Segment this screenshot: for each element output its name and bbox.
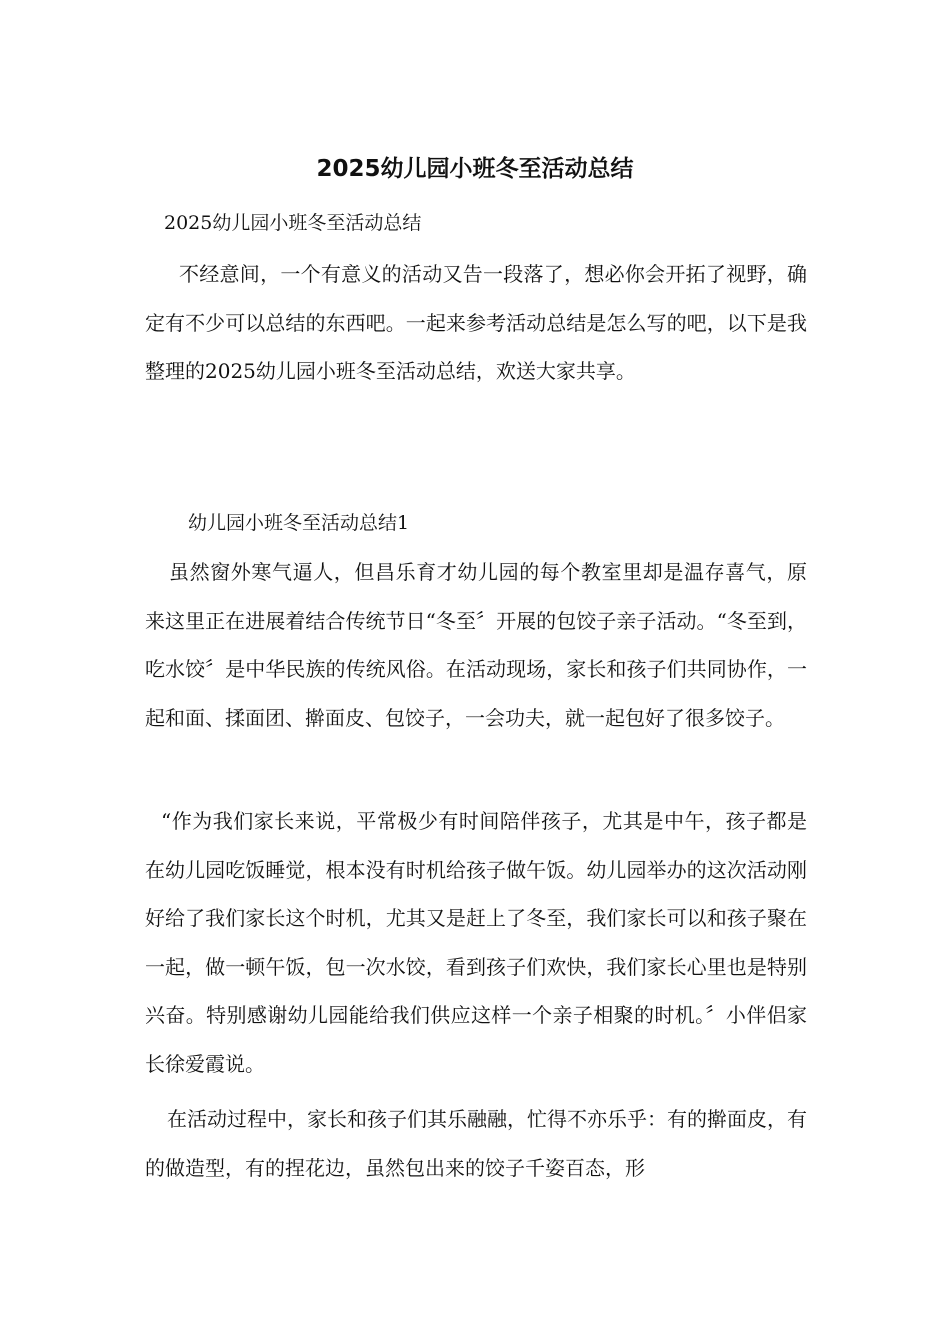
document-subtitle: 2025幼儿园小班冬至活动总结 bbox=[164, 212, 422, 234]
body-paragraph-3: 在活动过程中，家长和孩子们其乐融融，忙得不亦乐乎：有的擀面皮，有的做造型，有的捏花边，虽然包出来的饺子千姿百态，形 bbox=[145, 1107, 807, 1180]
intro-paragraph: 不经意间，一个有意义的活动又告一段落了，想必你会开拓了视野，确定有不少可以总结的东西吧。一起来参考活动总结是怎么写的吧，以下是我整理的2025幼儿园小班冬至活动总结，欢送大家共享。 bbox=[145, 262, 807, 383]
body-paragraph-1: 虽然窗外寒气逼人，但昌乐育才幼儿园的每个教室里却是温存喜气，原来这里正在进展着结合传统节日“冬至〞开展的包饺子亲子活动。“冬至到，吃水饺〞是中华民族的传统风俗。在活动现场，家长和孩子们共同协作，一起和面、揉面团、擀面皮、包饺子，一会功夫，就一起包好了很多饺子。 bbox=[145, 560, 807, 730]
body-paragraph-2: “作为我们家长来说，平常极少有时间陪伴孩子，尤其是中午，孩子都是在幼儿园吃饭睡觉，根本没有时机给孩子做午饭。幼儿园举办的这次活动刚好给了我们家长这个时机，尤其又是赶上了冬至，我们家长可以和孩子聚在一起，做一顿午饭，包一次水饺，看到孩子们欢快，我们家长心里也是特别兴奋。特别感谢幼儿园能给我们供应这样一个亲子相聚的时机。〞小伴侣家长徐爱霞说。 bbox=[145, 809, 807, 1076]
document-title: 2025幼儿园小班冬至活动总结 bbox=[316, 156, 634, 182]
section-heading: 幼儿园小班冬至活动总结1 bbox=[188, 512, 410, 534]
